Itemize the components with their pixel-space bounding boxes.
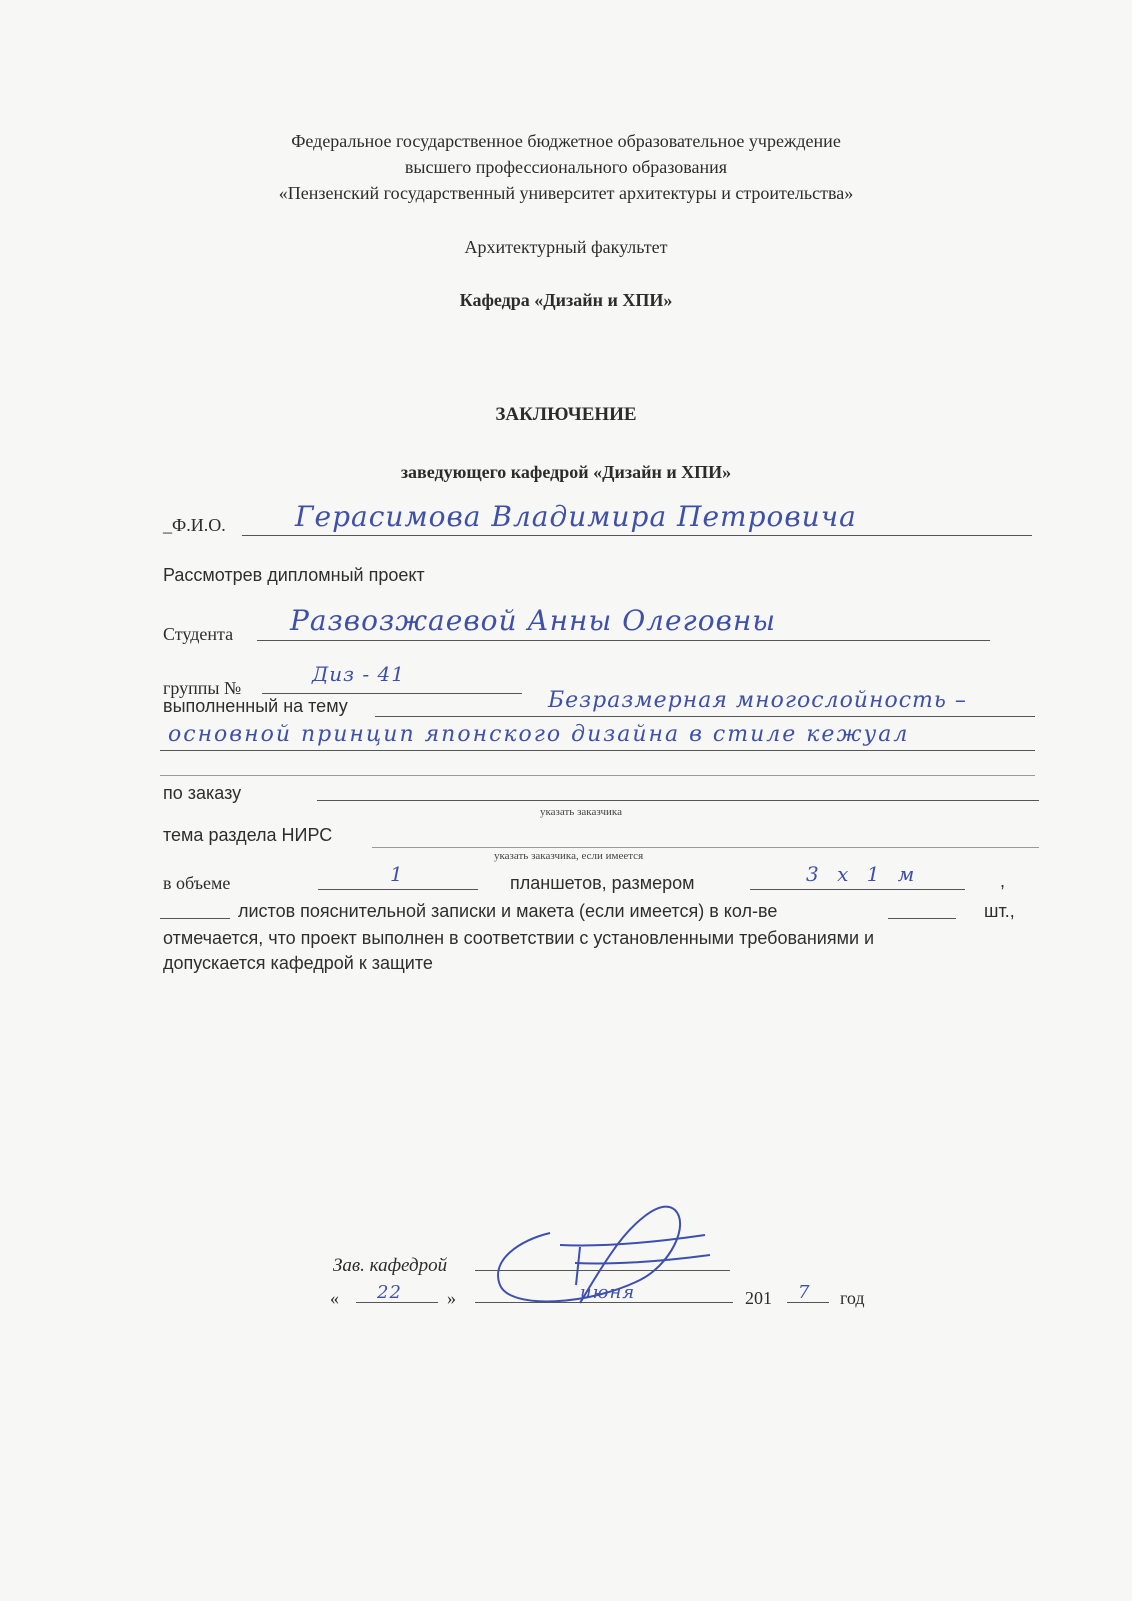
- topic-handwritten-2: основной принцип японского дизайна в стиле кежуал: [168, 722, 910, 747]
- group-handwritten: Диз - 41: [312, 662, 405, 686]
- nirs-label: тема раздела НИРС: [163, 825, 333, 845]
- faculty-name: Архитектурный факультет: [464, 237, 668, 257]
- topic-underline-2: [160, 750, 1035, 751]
- year-prefix: 201: [745, 1288, 772, 1308]
- sheets-unit: шт.,: [984, 901, 1015, 921]
- topic-handwritten-1: Безразмерная многослойность –: [548, 688, 967, 713]
- student-handwritten: Развозжаевой Анны Олеговны: [290, 604, 777, 637]
- reviewed-label: Рассмотрев дипломный проект: [163, 565, 425, 585]
- tablets-underline: [318, 889, 478, 890]
- date-quote-close: »: [447, 1288, 456, 1308]
- document-title: ЗАКЛЮЧЕНИЕ: [495, 404, 637, 425]
- student-underline: [257, 640, 990, 641]
- head-of-department-label: Зав. кафедрой: [333, 1255, 448, 1276]
- year-label: год: [840, 1288, 865, 1308]
- group-underline: [262, 693, 522, 694]
- size-underline: [750, 889, 965, 890]
- topic-underline-3: [160, 775, 1035, 776]
- fio-handwritten: Герасимова Владимира Петровича: [295, 500, 857, 533]
- volume-comma: ,: [1000, 871, 1006, 891]
- topic-underline-1: [375, 716, 1035, 717]
- fio-underline: [242, 535, 1032, 536]
- header-line-1: Федеральное государственное бюджетное образовательное учреждение: [291, 131, 841, 151]
- order-label: по заказу: [163, 783, 242, 803]
- nirs-hint: указать заказчика, если имеется: [494, 850, 644, 862]
- nirs-underline: [372, 847, 1039, 848]
- day-handwritten: 22: [377, 1282, 402, 1303]
- topic-label: выполненный на тему: [163, 696, 348, 716]
- fio-label: _Ф.И.О.: [163, 515, 226, 535]
- tablets-label: планшетов, размером: [510, 873, 695, 893]
- sheets-label: листов пояснительной записки и макета (если имеется) в кол-ве: [238, 901, 778, 921]
- volume-label: в объеме: [163, 873, 231, 893]
- header-line-3: «Пензенский государственный университет архитектуры и строительства»: [278, 183, 854, 203]
- conclusion-line-1: отмечается, что проект выполнен в соответствии с установленными требованиями и: [163, 928, 875, 948]
- sheets-count-underline: [160, 918, 230, 919]
- student-label: Студента: [163, 624, 234, 644]
- department-name: Кафедра «Дизайн и ХПИ»: [459, 290, 673, 310]
- date-quote-open: «: [330, 1288, 339, 1308]
- order-hint: указать заказчика: [540, 806, 622, 818]
- year-handwritten: 7: [798, 1282, 811, 1303]
- conclusion-line-2: допускается кафедрой к защите: [163, 953, 433, 973]
- model-count-underline: [888, 918, 956, 919]
- tablets-handwritten: 1: [390, 862, 404, 886]
- group-label: группы №: [163, 678, 242, 698]
- header-line-2: высшего профессионального образования: [404, 157, 728, 177]
- size-handwritten: 3 х 1 м: [806, 862, 921, 886]
- document-subtitle: заведующего кафедрой «Дизайн и ХПИ»: [400, 462, 732, 482]
- month-handwritten: июня: [580, 1282, 636, 1303]
- order-underline: [317, 800, 1039, 801]
